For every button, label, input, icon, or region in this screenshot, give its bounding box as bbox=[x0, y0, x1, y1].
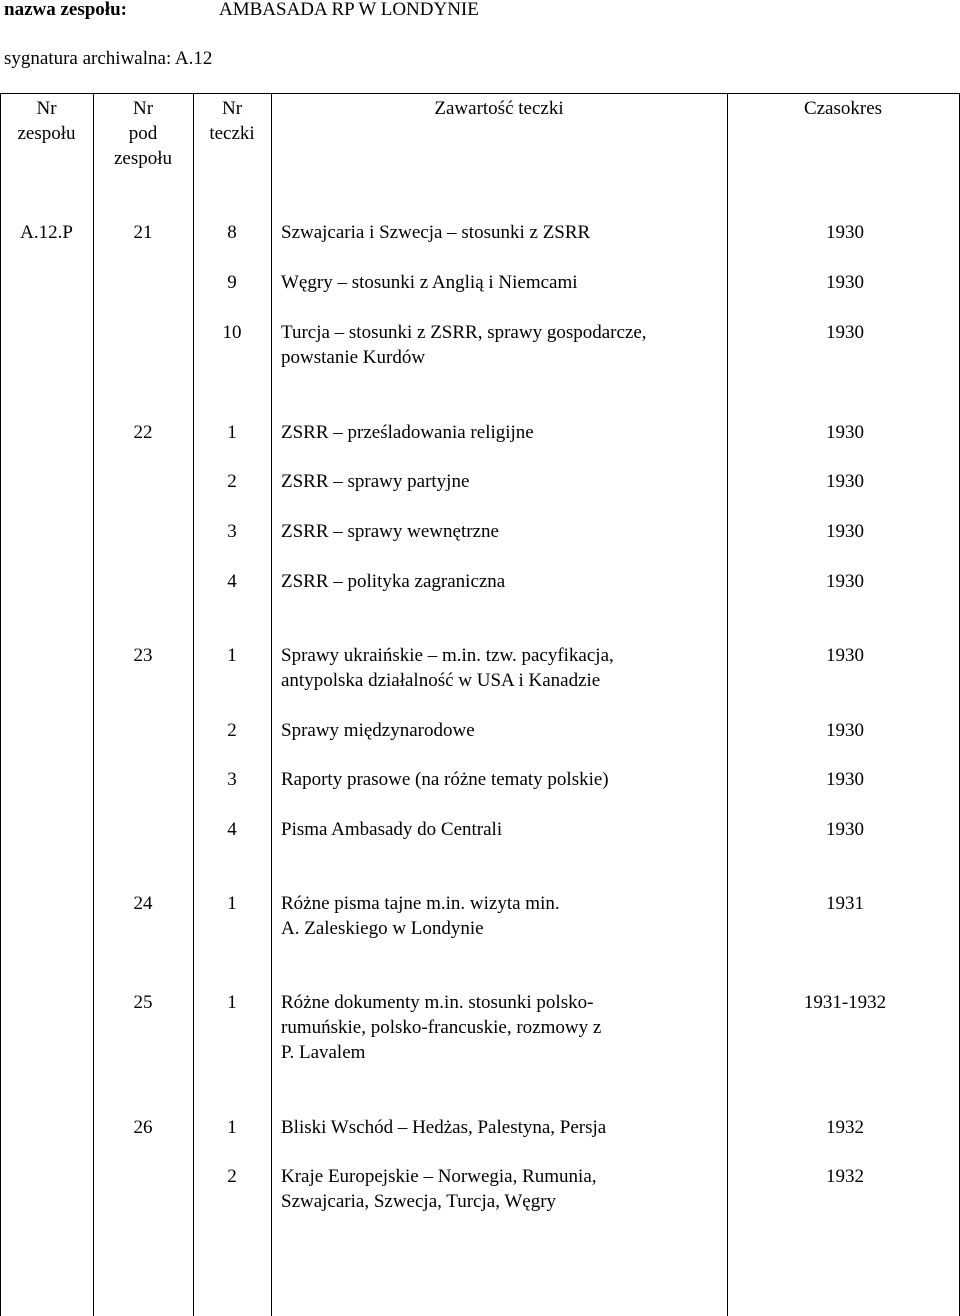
cell-pod-zespol: 24 bbox=[133, 893, 153, 914]
cell-year: 1930 bbox=[826, 222, 864, 243]
cell-teczka: 2 bbox=[227, 1166, 237, 1187]
cell-pod-zespol: 26 bbox=[133, 1117, 153, 1138]
team-name-label: nazwa zespołu: bbox=[4, 0, 127, 20]
cell-content: Szwajcaria i Szwecja – stosunki z ZSRR bbox=[281, 222, 591, 243]
archival-signature: sygnatura archiwalna: A.12 bbox=[4, 48, 213, 69]
table-divider-4 bbox=[727, 93, 728, 1316]
cell-year: 1930 bbox=[826, 769, 864, 790]
cell-year: 1930 bbox=[826, 720, 864, 741]
cell-year: 1931 bbox=[826, 893, 864, 914]
cell-teczka: 4 bbox=[227, 571, 237, 592]
cell-year: 1930 bbox=[826, 645, 864, 666]
cell-teczka: 8 bbox=[227, 222, 237, 243]
cell-content-line: Kraje Europejskie – Norwegia, Rumunia, bbox=[281, 1166, 597, 1187]
cell-content: Sprawy międzynarodowe bbox=[281, 720, 475, 741]
team-name-value: AMBASADA RP W LONDYNIE bbox=[219, 0, 479, 20]
cell-content: ZSRR – sprawy wewnętrzne bbox=[281, 521, 499, 542]
cell-content-line: P. Lavalem bbox=[281, 1042, 366, 1063]
cell-content-line: Turcja – stosunki z ZSRR, sprawy gospodarcze, bbox=[281, 322, 647, 343]
cell-teczka: 2 bbox=[227, 720, 237, 741]
cell-year: 1930 bbox=[826, 322, 864, 343]
cell-year: 1932 bbox=[826, 1166, 864, 1187]
cell-teczka: 3 bbox=[227, 769, 237, 790]
cell-year: 1930 bbox=[826, 471, 864, 492]
cell-content-line: Różne pisma tajne m.in. wizyta min. bbox=[281, 893, 560, 914]
cell-teczka: 1 bbox=[227, 645, 237, 666]
cell-year: 1930 bbox=[826, 571, 864, 592]
table-border-left bbox=[0, 93, 1, 1316]
cell-teczka: 2 bbox=[227, 471, 237, 492]
cell-teczka: 3 bbox=[227, 521, 237, 542]
cell-content-line: antypolska działalność w USA i Kanadzie bbox=[281, 670, 601, 691]
cell-teczka: 1 bbox=[227, 422, 237, 443]
cell-content-line: Szwajcaria, Szwecja, Turcja, Węgry bbox=[281, 1191, 557, 1212]
cell-teczka: 1 bbox=[227, 992, 237, 1013]
cell-teczka: 10 bbox=[222, 322, 242, 343]
cell-content: Węgry – stosunki z Anglią i Niemcami bbox=[281, 272, 578, 293]
cell-pod-zespol: 23 bbox=[133, 645, 153, 666]
cell-year: 1932 bbox=[826, 1117, 864, 1138]
column-header-period: Czasokres bbox=[803, 98, 883, 119]
cell-content: Bliski Wschód – Hedżas, Palestyna, Persja bbox=[281, 1117, 607, 1138]
cell-year: 1930 bbox=[826, 521, 864, 542]
cell-year: 1930 bbox=[826, 272, 864, 293]
cell-year: 1930 bbox=[826, 819, 864, 840]
cell-pod-zespol: 22 bbox=[133, 422, 153, 443]
column-header-content: Zawartość teczki bbox=[434, 98, 564, 119]
cell-content-line: Różne dokumenty m.in. stosunki polsko- bbox=[281, 992, 594, 1013]
cell-teczka: 9 bbox=[227, 272, 237, 293]
cell-content: ZSRR – sprawy partyjne bbox=[281, 471, 470, 492]
cell-teczka: 1 bbox=[227, 893, 237, 914]
cell-content-line: powstanie Kurdów bbox=[281, 347, 426, 368]
cell-content-line: rumuńskie, polsko-francuskie, rozmowy z bbox=[281, 1017, 602, 1038]
cell-content: Pisma Ambasady do Centrali bbox=[281, 819, 503, 840]
cell-zespol: A.12.P bbox=[20, 222, 73, 243]
cell-pod-zespol: 25 bbox=[133, 992, 153, 1013]
cell-teczka: 1 bbox=[227, 1117, 237, 1138]
table-divider-3 bbox=[271, 93, 272, 1316]
table-top-border bbox=[0, 93, 960, 94]
cell-content: ZSRR – polityka zagraniczna bbox=[281, 571, 506, 592]
cell-year: 1931-1932 bbox=[803, 992, 887, 1013]
cell-content: Raporty prasowe (na różne tematy polskie) bbox=[281, 769, 609, 790]
cell-pod-zespol: 21 bbox=[133, 222, 153, 243]
cell-teczka: 4 bbox=[227, 819, 237, 840]
cell-content-line: Sprawy ukraińskie – m.in. tzw. pacyfikacja, bbox=[281, 645, 614, 666]
cell-content: ZSRR – prześladowania religijne bbox=[281, 422, 534, 443]
cell-year: 1930 bbox=[826, 422, 864, 443]
cell-content-line: A. Zaleskiego w Londynie bbox=[281, 918, 484, 939]
